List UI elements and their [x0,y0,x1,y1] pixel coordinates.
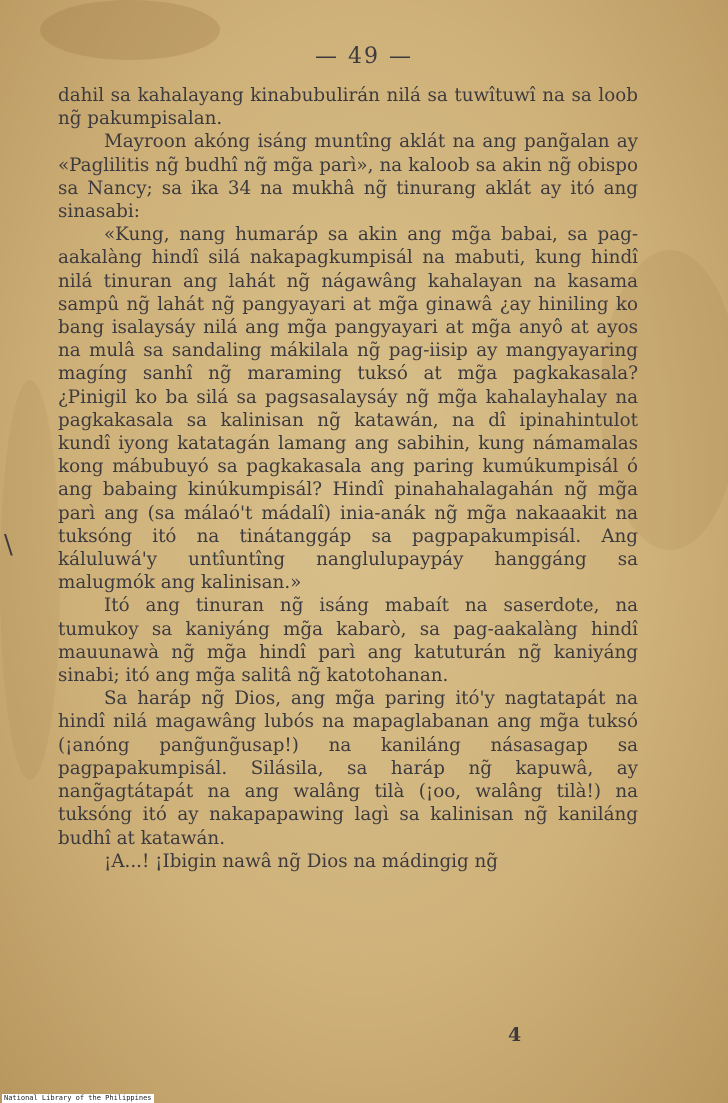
paragraph: «Kung, nang humaráp sa akin ang mg̃a babai, sa pag-aakalàng hindî silá nakapagkumpisál na mabuti, kung hindî nilá tinuran ang lahát ng̃ nágawâng kahalayan na kasama sampû ng̃ lahát ng̃ pangyayari at mg̃a ginawâ ¿ay hiniling ko bang isalaysáy nilá ang mg̃a pangyayari at mg̃a anyô at ayos na mulâ sa sandaling mákilala ng̃ pag-iisip ay mangyayaring magíng sanhî ng̃ maraming tuksó at mg̃a pagkakasala? ¿Pinigil ko ba silá sa pagsasalaysáy ng̃ mg̃a kahalayhalay na pagkakasala sa kalinisan ng̃ katawán, na dî ipinahintulot kundî iyong katatagán lamang ang sabihin, kung námamalas kong mábubuyó sa pagkakasala ang paring kumúkumpisál ó ang babaing kinúkumpisál? Hindî pinahahalagahán ng̃ mg̃a parì ang (sa málaó't mádalî) inia-anák ng̃ mg̃a nakaaakit na tuksóng itó na tinátanggáp sa pagpapakumpisál. Ang káluluwá'y untîuntîng nanglulupaypáy hanggáng sa malugmók ang kalinisan.» [58,224,638,594]
margin-mark: \ [4,530,13,560]
body-text [58,84,638,873]
paragraph: dahil sa kahalayang kinabubulirán nilá sa tuwîtuwî na sa loob ng̃ pakumpisalan. [58,85,638,130]
paragraph: ¡A...! ¡Ibigin nawâ ng̃ Dios na mádingig ng̃ [104,850,498,872]
page-number: — 49 — [315,44,413,69]
paragraph: Itó ang tinuran ng̃ isáng mabaít na saserdote, na tumukoy sa kaniyáng mg̃a kabarò, sa pag-aakalàng hindî mauunawà ng̃ mg̃a hindî parì ang katuturán ng̃ kaniyáng sinabi; itó ang mg̃a salitâ ng̃ katotohanan. [58,595,638,687]
paper-stain [0,380,60,780]
paragraph: Sa haráp ng̃ Dios, ang mg̃a paring itó'y nagtatapát na hindî nilá magawâng lubós na mapaglabanan ang mg̃a tuksó (¡anóng pang̃ung̃usap!) na kaniláng násasagap sa pagpapakumpisál. Silásila, sa haráp ng̃ kapuwâ, ay nang̃agtátapát na ang walâng tilà (¡oo, walâng tilà!) na tuksóng itó ay nakapapawing lagì sa kalinisan ng̃ kaniláng budhî at katawán. [58,688,638,849]
signature-mark: 4 [508,1024,522,1046]
footer-credit: National Library of the Philippines [4,1094,152,1102]
paragraph: Mayroon akóng isáng muntîng aklát na ang pang̃alan ay «Paglilitis ng̃ budhî ng̃ mg̃a parì», na kaloob sa akin ng̃ obispo sa Nancy; sa ika 34 na mukhâ ng̃ tinurang aklát ay itó ang sinasabi: [58,131,638,223]
